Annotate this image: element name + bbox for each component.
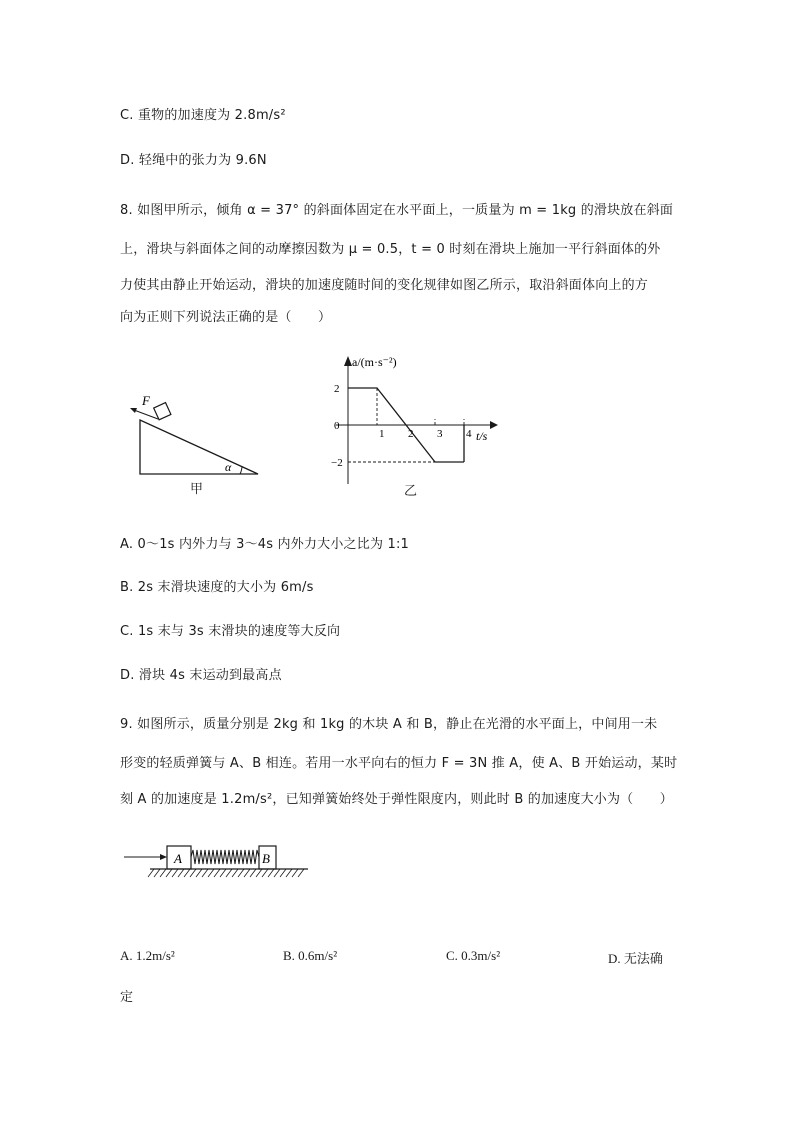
q8-option-a: A. 0～1s 内外力与 3～4s 内外力大小之比为 1:1: [120, 537, 410, 552]
y-tick-label-2: −2: [331, 457, 343, 469]
block-a-label: A: [174, 851, 182, 866]
q8-option-b: B. 2s 末滑块速度的大小为 6m/s: [120, 580, 314, 595]
x-tick-label-2: 2: [408, 428, 414, 440]
y-axis-arrow: [344, 356, 352, 366]
q9-option-c: C. 0.3m/s²: [446, 948, 501, 963]
block-b-label: B: [262, 851, 270, 866]
acceleration-time-graph: [330, 352, 520, 492]
ground-hatching: [148, 869, 304, 877]
q7-option-d: D. 轻绳中的张力为 9.6N: [120, 153, 267, 168]
push-force-arrowhead: [160, 854, 167, 860]
q9-stem-line-2: 形变的轻质弹簧与 A、B 相连。若用一水平向右的恒力 F = 3N 推 A，使 A、B 开始运动，某时: [120, 756, 678, 771]
q8-option-d: D. 滑块 4s 末运动到最高点: [120, 668, 282, 683]
angle-label: α: [225, 460, 232, 474]
spring: [191, 850, 259, 864]
q8-option-c: C. 1s 末与 3s 末滑块的速度等大反向: [120, 624, 341, 639]
incline-figure: [128, 392, 268, 492]
q9-stem-line-1: 9. 如图所示，质量分别是 2kg 和 1kg 的木块 A 和 B，静止在光滑的水平面上，中间用一未: [120, 717, 658, 732]
q7-option-c: C. 重物的加速度为 2.8m/s²: [120, 108, 286, 123]
q9-option-b: B. 0.6m/s²: [283, 948, 338, 963]
q8-stem-line-2: 上，滑块与斜面体之间的动摩擦因数为 μ = 0.5，t = 0 时刻在滑块上施加一平行斜面体的外: [120, 242, 661, 257]
q9-option-d: D. 无法确: [608, 951, 663, 966]
slider-block: [154, 403, 171, 420]
angle-arc: [240, 466, 242, 474]
q9-stem-line-3: 刻 A 的加速度是 1.2m/s²，已知弹簧始终处于弹性限度内，则此时 B 的加速度大小为（ ）: [120, 792, 673, 807]
force-arrow: [134, 410, 158, 419]
q9-option-d-continued: 定: [120, 990, 134, 1005]
x-tick-label-1: 1: [379, 428, 385, 440]
incline-caption: 甲: [190, 482, 204, 497]
q8-stem-line-4: 向为正则下列说法正确的是（ ）: [120, 310, 332, 325]
graph-caption: 乙: [404, 484, 418, 499]
force-arrowhead: [130, 408, 137, 413]
q8-stem-line-3: 力使其由静止开始运动，滑块的加速度随时间的变化规律如图乙所示，取沿斜面体向上的方: [120, 278, 649, 293]
x-axis-label: t/s: [476, 429, 488, 443]
y-axis-label: a/(m·s⁻²): [352, 355, 397, 369]
x-axis-arrow: [490, 421, 498, 429]
q9-option-a: A. 1.2m/s²: [120, 948, 175, 963]
spring-blocks-figure: [120, 838, 320, 882]
q8-stem-line-1: 8. 如图甲所示，倾角 α = 37° 的斜面体固定在水平面上，一质量为 m = 1kg 的滑块放在斜面: [120, 203, 674, 218]
incline-triangle: [140, 420, 258, 474]
x-tick-label-3: 3: [437, 428, 443, 440]
force-label: F: [142, 393, 150, 408]
x-tick-label-4: 4: [466, 428, 472, 440]
y-tick-label-0: 2: [334, 383, 340, 395]
y-tick-label-1: 0: [334, 420, 340, 432]
